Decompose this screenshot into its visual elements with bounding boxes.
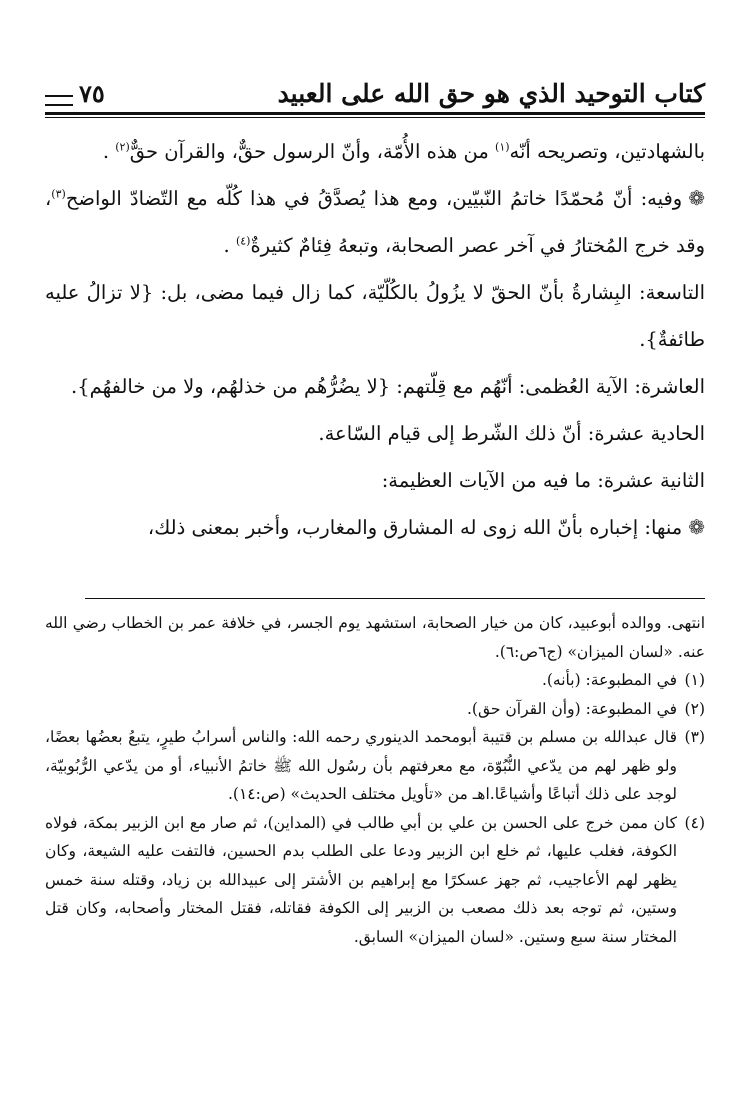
page-number-group <box>45 79 105 110</box>
paragraph-shahadatayn: بالشهادتين، وتصريحه أنّه$^{(١)}$ من هذه الأُمّة، وأنّ الرسول حقٌّ، والقرآن حقٌّ$^{(٢)}$ . <box>102 140 705 163</box>
footnote-item <box>45 809 705 952</box>
paragraph-twelfth: الثانية عشرة: ما فيه من الآيات العظيمة: <box>381 469 705 492</box>
footnote-item <box>45 666 705 695</box>
footnote-mark-4: (٤) <box>235 234 251 248</box>
flower-ornament-icon: ❁ <box>688 186 705 210</box>
footnote-continuation: انتهى. ووالده أبوعبيد، كان من خيار الصحابة، استشهد يوم الجسر، في خلافة عمر بن الخطاب رضي الله عنه. «لسان الميزان» (ج٦ص:٦). <box>45 614 705 661</box>
footnote-mark-1: (١) <box>495 140 510 154</box>
header-rule-thick <box>45 112 705 115</box>
page-header <box>45 70 705 110</box>
paragraph-eleventh: الحادية عشرة: أنّ ذلك الشّرط إلى قيام السّاعة. <box>318 422 705 445</box>
book-page <box>45 70 705 1070</box>
flower-ornament-icon: ❁ <box>688 515 705 539</box>
header-ornament-bars <box>45 95 73 106</box>
paragraph-minha: ❁منها: إخباره بأنّ الله زوى له المشارق والمغارب، وأخبر بمعنى ذلك، <box>147 515 705 539</box>
footnote-separator <box>85 598 705 599</box>
footnote-number: (٣) <box>684 728 705 746</box>
paragraph-tenth: العاشرة: الآية العُظمى: أنّهُم مع قِلّتهم: {لا يضُرُّهُم من خذلهُم، ولا من خالفهُم}. <box>71 375 705 398</box>
paragraph-khatam: ❁وفيه: أنّ مُحمّدًا خاتمُ النّبيّين، ومع هذا يُصدَّقُ في هذا كُلّه مع التّضادّ الواضح$^{(٣)}$، وقد خرج المُختارُ في آخر عصر الصحابة، وتبعهُ فِئامٌ كثيرةٌ$^{(٤)}$ . <box>45 186 705 257</box>
footnote-text: كان ممن خرج على الحسن بن علي بن أبي طالب في (المداين)، ثم صار مع ابن الزبير بمكة، فولاه الكوفة، فغلب عليها، ثم خلع ابن الزبير ودعا على الطلب بدم الحسين، فالتفت عليه الشيعة، وكان يظهر لهم الأعاجيب، ثم جهز عسكرًا مع إبراهيم بن الأشتر إلى عبيدالله بن زياد، وقتله سنة خمس وستين، ثم توجه بعد ذلك مصعب بن الزبير إلى الكوفة فقاتله، فقتل المختار وأصحابه، وكان قتل المختار سنة سبع وستين. «لسان الميزان» السابق. <box>45 813 677 946</box>
footnote-number: (٢) <box>684 699 705 718</box>
running-title: كتاب التوحيد الذي هو حق الله على العبيد <box>277 79 705 108</box>
page-number: ٧٥ <box>79 79 105 108</box>
footnote-text: قال عبدالله بن مسلم بن قتيبة أبومحمد الدينوري رحمه الله: والناس أسرابُ طيرٍ، يتبعُ بعضُها بعضًا، ولو ظهر لهم من يدّعي النُّبُوّة، مع معرفتهم بأن رسُول الله ﷺ خاتمُ الأنبياء، أو من يدّعي الرُّبُوبيّة، لوجد على ذلك أتباعًا وأشياعًا.اهـ من «تأويل مختلف الحديث» (ص:١٤). <box>45 728 677 803</box>
footnote-item <box>45 723 705 809</box>
footnote-number: (١) <box>684 671 705 689</box>
footnotes-section <box>45 598 705 951</box>
footnote-text: في المطبوعة: (وأن القرآن حق). <box>466 699 677 718</box>
header-rule-thin <box>45 117 705 118</box>
footnote-mark-2: (٢) <box>115 140 130 154</box>
main-text <box>45 128 705 551</box>
footnote-mark-3: (٣) <box>51 187 66 201</box>
footnote-item <box>45 695 705 724</box>
footnote-text: في المطبوعة: (بأنه). <box>541 671 677 689</box>
footnote-number: (٤) <box>684 813 705 832</box>
paragraph-ninth: التاسعة: البِشارةُ بأنّ الحقّ لا يزُولُ بالكُلّيّة، كما زال فيما مضى، بل: {لا تزالُ عليه طائفةٌ}. <box>45 281 705 351</box>
